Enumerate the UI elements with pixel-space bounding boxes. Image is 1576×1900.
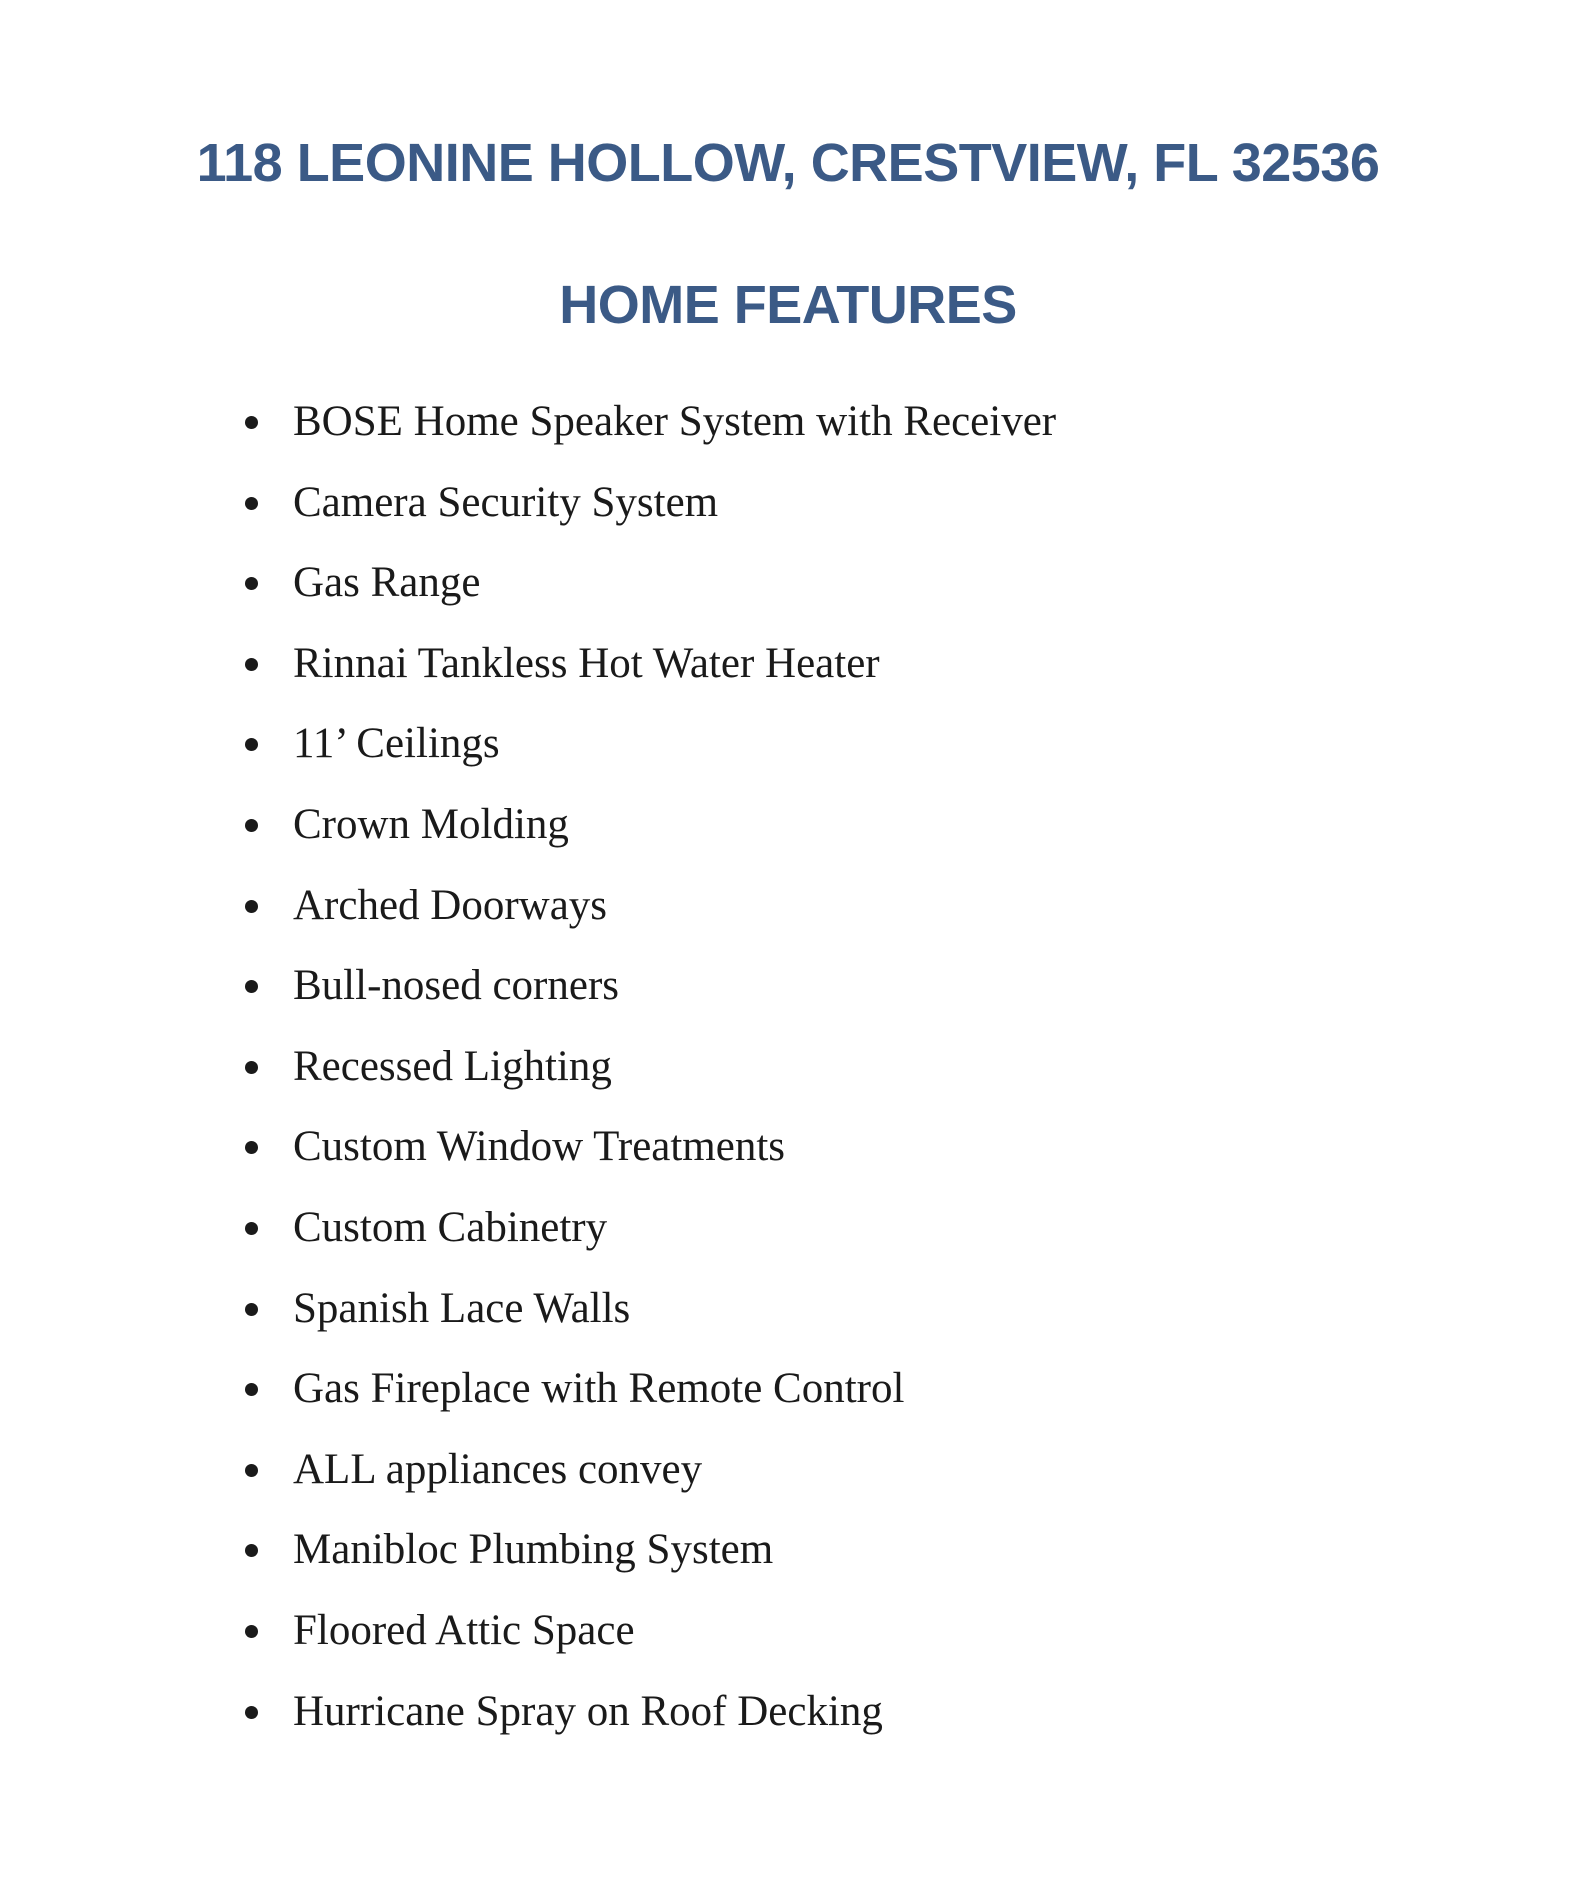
feature-label: Hurricane Spray on Roof Decking	[293, 1687, 883, 1735]
list-item	[0, 1198, 1576, 1279]
list-item	[0, 392, 1576, 473]
bullet-icon	[245, 577, 258, 590]
bullet-icon	[245, 1061, 258, 1074]
list-item	[0, 1279, 1576, 1360]
feature-label: Recessed Lighting	[293, 1042, 612, 1090]
bullet-icon	[245, 900, 258, 913]
feature-label: Custom Window Treatments	[293, 1123, 786, 1171]
bullet-icon	[245, 1464, 258, 1477]
bullet-icon	[245, 1222, 258, 1235]
list-item	[0, 714, 1576, 795]
feature-label: Gas Range	[293, 559, 481, 607]
bullet-icon	[245, 738, 258, 751]
bullet-icon	[245, 1625, 258, 1638]
property-address: 118 LEONINE HOLLOW, CRESTVIEW, FL 32536	[196, 133, 1380, 193]
list-item	[0, 956, 1576, 1037]
list-item	[0, 553, 1576, 634]
feature-label: ALL appliances convey	[293, 1445, 703, 1493]
list-item	[0, 795, 1576, 876]
feature-label: Custom Cabinetry	[293, 1203, 608, 1251]
bullet-icon	[245, 658, 258, 671]
feature-label: Crown Molding	[293, 800, 569, 848]
bullet-icon	[245, 980, 258, 993]
bullet-icon	[245, 819, 258, 832]
list-item	[0, 1682, 1576, 1763]
list-item	[0, 1359, 1576, 1440]
bullet-icon	[245, 1706, 258, 1719]
list-item	[0, 1037, 1576, 1118]
feature-label: Gas Fireplace with Remote Control	[293, 1365, 905, 1413]
feature-label: Floored Attic Space	[293, 1606, 635, 1654]
bullet-icon	[245, 1544, 258, 1557]
bullet-icon	[245, 497, 258, 510]
bullet-icon	[245, 1383, 258, 1396]
section-heading: HOME FEATURES	[559, 275, 1017, 335]
feature-label: Manibloc Plumbing System	[293, 1526, 774, 1574]
feature-label: Bull-nosed corners	[293, 962, 620, 1010]
list-item	[0, 634, 1576, 715]
feature-label: Spanish Lace Walls	[293, 1284, 631, 1332]
feature-label: Camera Security System	[293, 478, 719, 526]
list-item	[0, 1601, 1576, 1682]
bullet-icon	[245, 1303, 258, 1316]
bullet-icon	[245, 1141, 258, 1154]
list-item	[0, 473, 1576, 554]
feature-label: Arched Doorways	[293, 881, 608, 929]
features-list	[0, 392, 1576, 1762]
feature-label: 11’ Ceilings	[293, 720, 500, 768]
feature-label: BOSE Home Speaker System with Receiver	[293, 398, 1057, 445]
feature-label: Rinnai Tankless Hot Water Heater	[293, 639, 880, 687]
list-item	[0, 1520, 1576, 1601]
list-item	[0, 1117, 1576, 1198]
list-item	[0, 1440, 1576, 1521]
list-item	[0, 876, 1576, 957]
bullet-icon	[245, 416, 258, 429]
